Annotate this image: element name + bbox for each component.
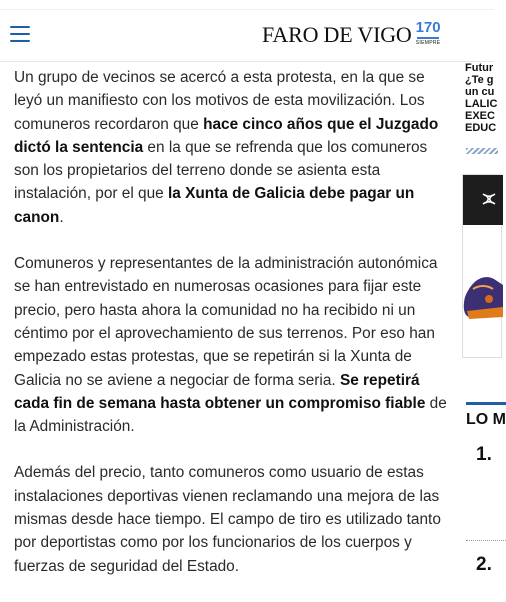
text-run: Comuneros y representantes de la administración autonómica se han entrevistado en numerosas ocasiones para fijar este precio, pero hasta ahora la comunidad no ha recibido ni un céntimo por el aprovechamiento de sus terrenos. Por eso han empezado estas protestas, que se repetirán si la Xunta de Galicia no se aviene a negociar de forma seria. — [14, 255, 438, 389]
most-read-section — [466, 402, 506, 429]
advertisement[interactable] — [462, 174, 502, 358]
site-header — [0, 0, 494, 62]
article-paragraph-1 — [14, 66, 450, 229]
text-run: Un grupo de vecinos se acercó a esta protesta, en la que se leyó un manifiesto con los motivos de esta movilización. Los comuneros recordaron que — [14, 69, 425, 133]
badge-underline — [417, 37, 439, 39]
logo-text: FARO DE VIGO — [262, 22, 412, 47]
article-body — [14, 66, 450, 601]
promo-line: ¿Te g — [465, 74, 494, 86]
anniversary-number: 170 — [415, 19, 441, 36]
under-armour-logo-icon — [481, 193, 497, 205]
promo-line: EDUC — [465, 122, 497, 134]
right-sidebar — [462, 62, 506, 602]
decorative-stripes — [466, 148, 498, 154]
promo-line: Futur — [465, 62, 494, 74]
anniversary-sub: SIEMPRE — [415, 40, 441, 46]
shoe-image — [463, 267, 503, 327]
promo-link[interactable] — [465, 62, 497, 134]
most-read-rank-2[interactable]: 2. — [476, 554, 492, 575]
top-strip — [0, 0, 494, 10]
bold-text-run: hace cinco años que el Juzgado dictó la sentencia — [14, 115, 439, 156]
promo-line: LALIC — [465, 98, 498, 110]
hamburger-menu-icon[interactable] — [10, 26, 30, 42]
article-paragraph-2 — [14, 252, 450, 438]
text-run: . — [59, 208, 64, 226]
text-run: en la que se refrenda que los comuneros son los propietarios del terreno donde se asienta esta instalación, por el que — [14, 138, 428, 203]
bold-text-run: la Xunta de Galicia debe pagar un canon — [14, 185, 415, 226]
promo-line: un cu — [465, 86, 495, 98]
list-divider — [466, 540, 506, 541]
site-logo[interactable] — [262, 19, 441, 52]
most-read-rank-1[interactable]: 1. — [476, 444, 492, 465]
article-paragraph-3 — [14, 461, 450, 577]
text-run: Además del precio, tanto comuneros como usuario de estas instalaciones deportivas vienen reclamando una mejora de las mismas desde hace tiempo. El campo de tiro es utilizado tanto por deportistas como por los funcionarios de los cuerpos y fuerzas de seguridad del Estado. — [14, 464, 441, 575]
ad-header — [463, 175, 503, 225]
anniversary-badge — [416, 20, 441, 46]
bold-text-run: Se repetirá cada fin de semana hasta obtener un compromiso fiable — [14, 371, 426, 412]
text-run: de la Administración. — [14, 394, 447, 436]
promo-line: EXEC — [465, 110, 495, 122]
most-read-title: LO M — [466, 411, 506, 428]
